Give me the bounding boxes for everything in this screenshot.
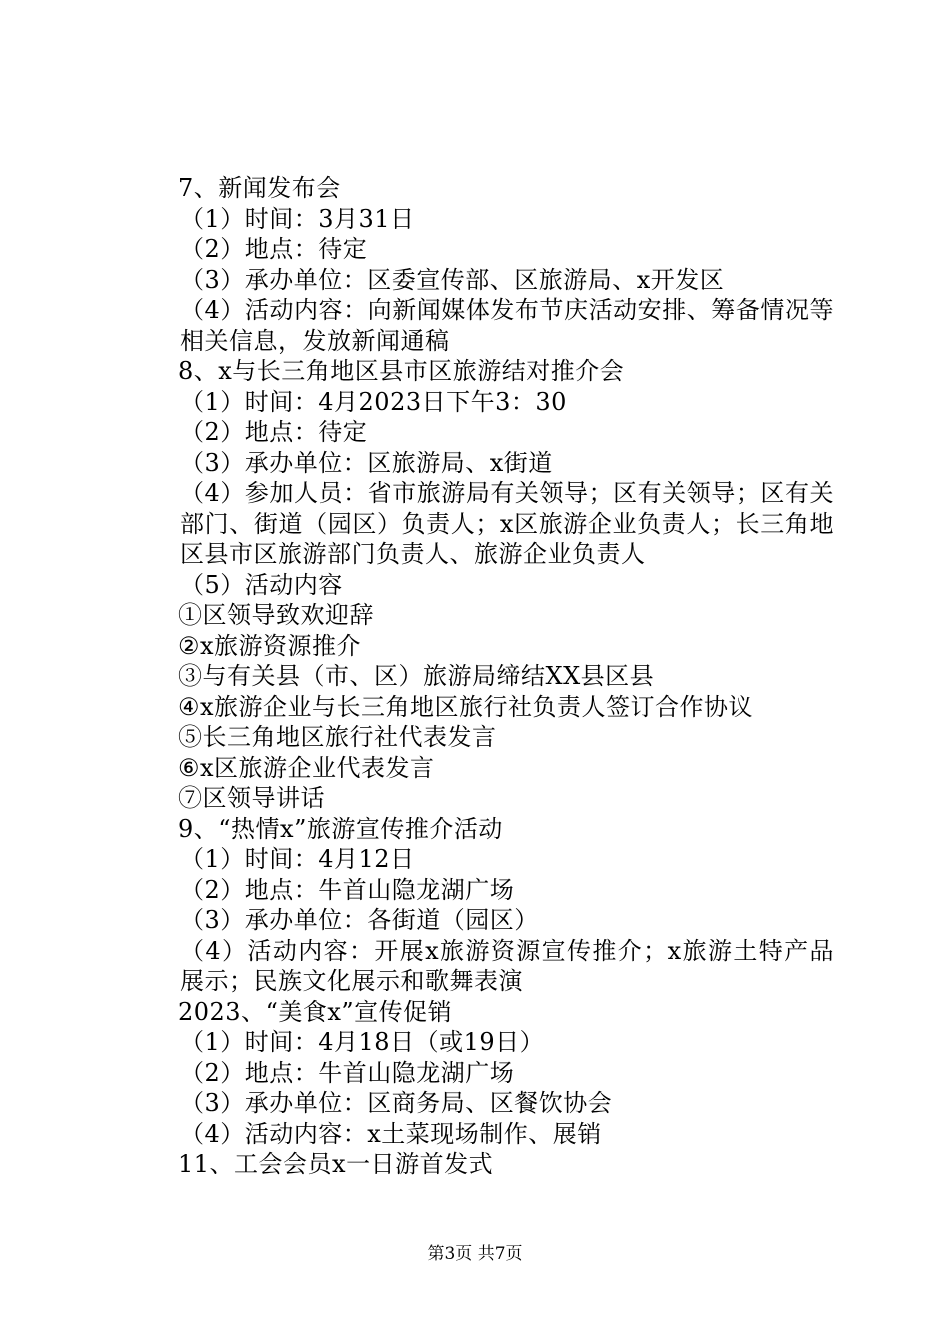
- list-item: （4）活动内容：开展x旅游资源宣传推介；x旅游土特产品展示；民族文化展示和歌舞表演: [180, 936, 834, 995]
- list-item: （1）时间：4月18日（或19日）: [180, 1028, 545, 1056]
- list-item: （2）地点：牛首山隐龙湖广场: [180, 1058, 515, 1087]
- list-item: ④x旅游企业与长三角地区旅行社负责人签订合作协议: [178, 692, 754, 721]
- list-item: ⑤长三角地区旅行社代表发言: [178, 723, 497, 751]
- list-item: （1）时间：4月12日: [180, 845, 415, 873]
- section-heading: 7、新闻发布会: [178, 174, 341, 202]
- list-item: （5）活动内容: [180, 570, 343, 599]
- list-item: （4）活动内容：向新闻媒体发布节庆活动安排、筹备情况等相关信息，发放新闻通稿: [180, 296, 834, 355]
- list-item: （1）时间：4月2023日下午3：30: [180, 387, 567, 416]
- list-item: （3）承办单位：区委宣传部、区旅游局、x开发区: [180, 265, 725, 294]
- list-item: （2）地点：待定: [180, 418, 368, 446]
- section-heading: 11、工会会员x一日游首发式: [178, 1150, 494, 1178]
- list-item: ②x旅游资源推介: [178, 631, 362, 660]
- section-heading: 2023、“美食x”宣传促销: [178, 997, 453, 1026]
- list-item: （3）承办单位：各街道（园区）: [180, 906, 539, 934]
- list-item: ⑦区领导讲话: [178, 784, 325, 812]
- list-item: （1）时间：3月31日: [180, 204, 415, 233]
- section-heading: 8、x与长三角地区县市区旅游结对推介会: [178, 357, 625, 385]
- list-item: （3）承办单位：区旅游局、x街道: [180, 448, 553, 477]
- list-item: ③与有关县（市、区）旅游局缔结XX县区县: [178, 662, 655, 690]
- document-body: [128, 173, 834, 1180]
- list-item: ⑥x区旅游企业代表发言: [178, 753, 435, 782]
- list-item: （4）参加人员：省市旅游局有关领导；区有关领导；区有关部门、街道（园区）负责人；x区旅游企业负责人；长三角地区县市区旅游部门负责人、旅游企业负责人: [180, 479, 834, 568]
- page-number-footer: 第3页 共7页: [427, 1244, 523, 1264]
- list-item: （2）地点：待定: [180, 235, 368, 263]
- list-item: ①区领导致欢迎辞: [178, 601, 374, 629]
- list-item: （2）地点：牛首山隐龙湖广场: [180, 875, 515, 904]
- list-item: （3）承办单位：区商务局、区餐饮协会: [180, 1089, 613, 1117]
- section-heading: 9、“热情x”旅游宣传推介活动: [178, 814, 503, 843]
- list-item: （4）活动内容：x土菜现场制作、展销: [180, 1119, 602, 1148]
